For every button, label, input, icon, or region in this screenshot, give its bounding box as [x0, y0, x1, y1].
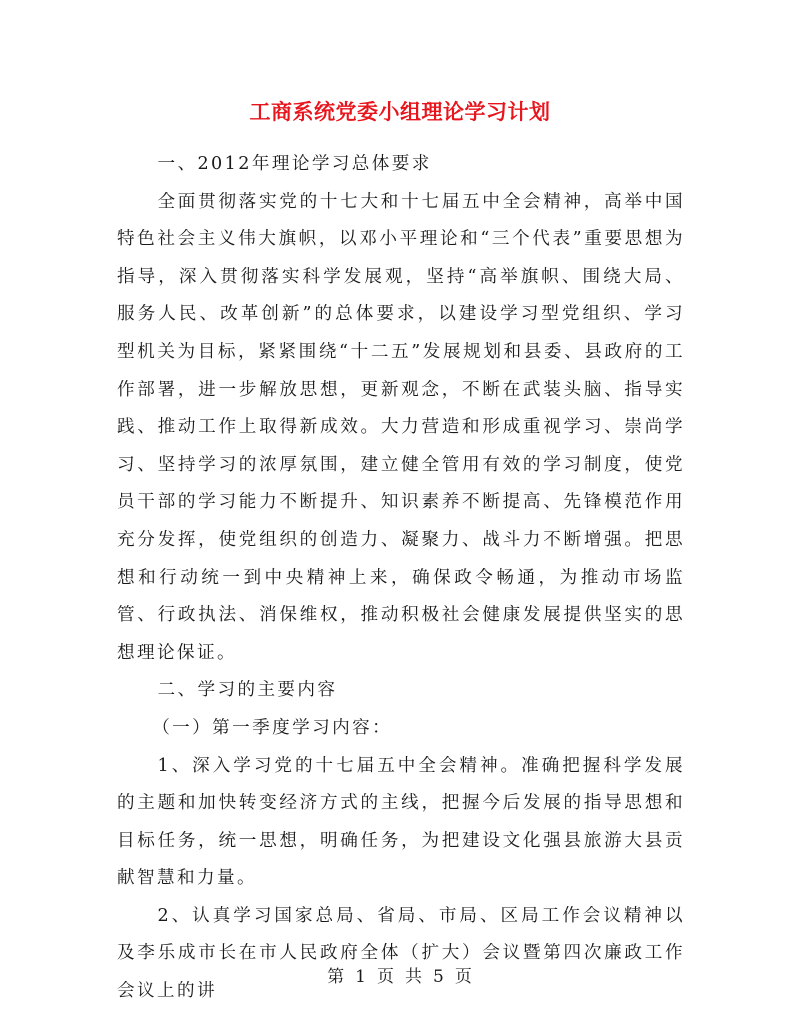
- document-title: 工商系统党委小组理论学习计划: [249, 100, 551, 124]
- footer-prefix: 第: [327, 967, 346, 987]
- current-page-number: 1: [355, 967, 367, 987]
- subsection-heading-q1: （一）第一季度学习内容：: [152, 717, 393, 738]
- section-heading-2: 二、学习的主要内容: [157, 680, 338, 701]
- footer-suffix: 页: [454, 967, 473, 987]
- document-body: [117, 146, 685, 1011]
- body-paragraph-item-2: 2、认真学习国家总局、省局、市局、区局工作会议精神以及李乐成市长在市人民政府全体（扩大）会议暨第四次廉政工作会议上的讲: [117, 905, 685, 1002]
- body-paragraph-requirements: 全面贯彻落实党的十七大和十七届五中全会精神，高举中国特色社会主义伟大旗帜，以邓小平理论和“三个代表”重要思想为指导，深入贯彻落实科学发展观，坚持“高举旗帜、围绕大局、服务人民、改革创新”的总体要求，以建设学习型党组织、学习型机关为目标，紧紧围绕“十二五”发展规划和县委、县政府的工作部署，进一步解放思想，更新观念，不断在武装头脑、指导实践、推动工作上取得新成效。大力营造和形成重视学习、崇尚学习、坚持学习的浓厚氛围，建立健全管用有效的学习制度，使党员干部的学习能力不断提升、知识素养不断提高、先锋模范作用充分发挥，使党组织的创造力、凝聚力、战斗力不断增强。把思想和行动统一到中央精神上来，确保政令畅通，为推动市场监管、行政执法、消保维权，推动积极社会健康发展提供坚实的思想理论保证。: [117, 191, 685, 663]
- section-heading-1: 一、2012年理论学习总体要求: [157, 154, 432, 174]
- footer-total-label: 共: [405, 967, 423, 987]
- total-pages-number: 5: [433, 967, 445, 987]
- page-footer: [0, 962, 800, 987]
- body-paragraph-item-1: 1、深入学习党的十七届五中全会精神。准确把握科学发展的主题和加快转变经济方式的主线，把握今后发展的指导思想和目标任务，统一思想，明确任务，为把建设文化强县旅游大县贡献智慧和力量。: [117, 755, 685, 889]
- footer-page-label: 页: [377, 967, 395, 987]
